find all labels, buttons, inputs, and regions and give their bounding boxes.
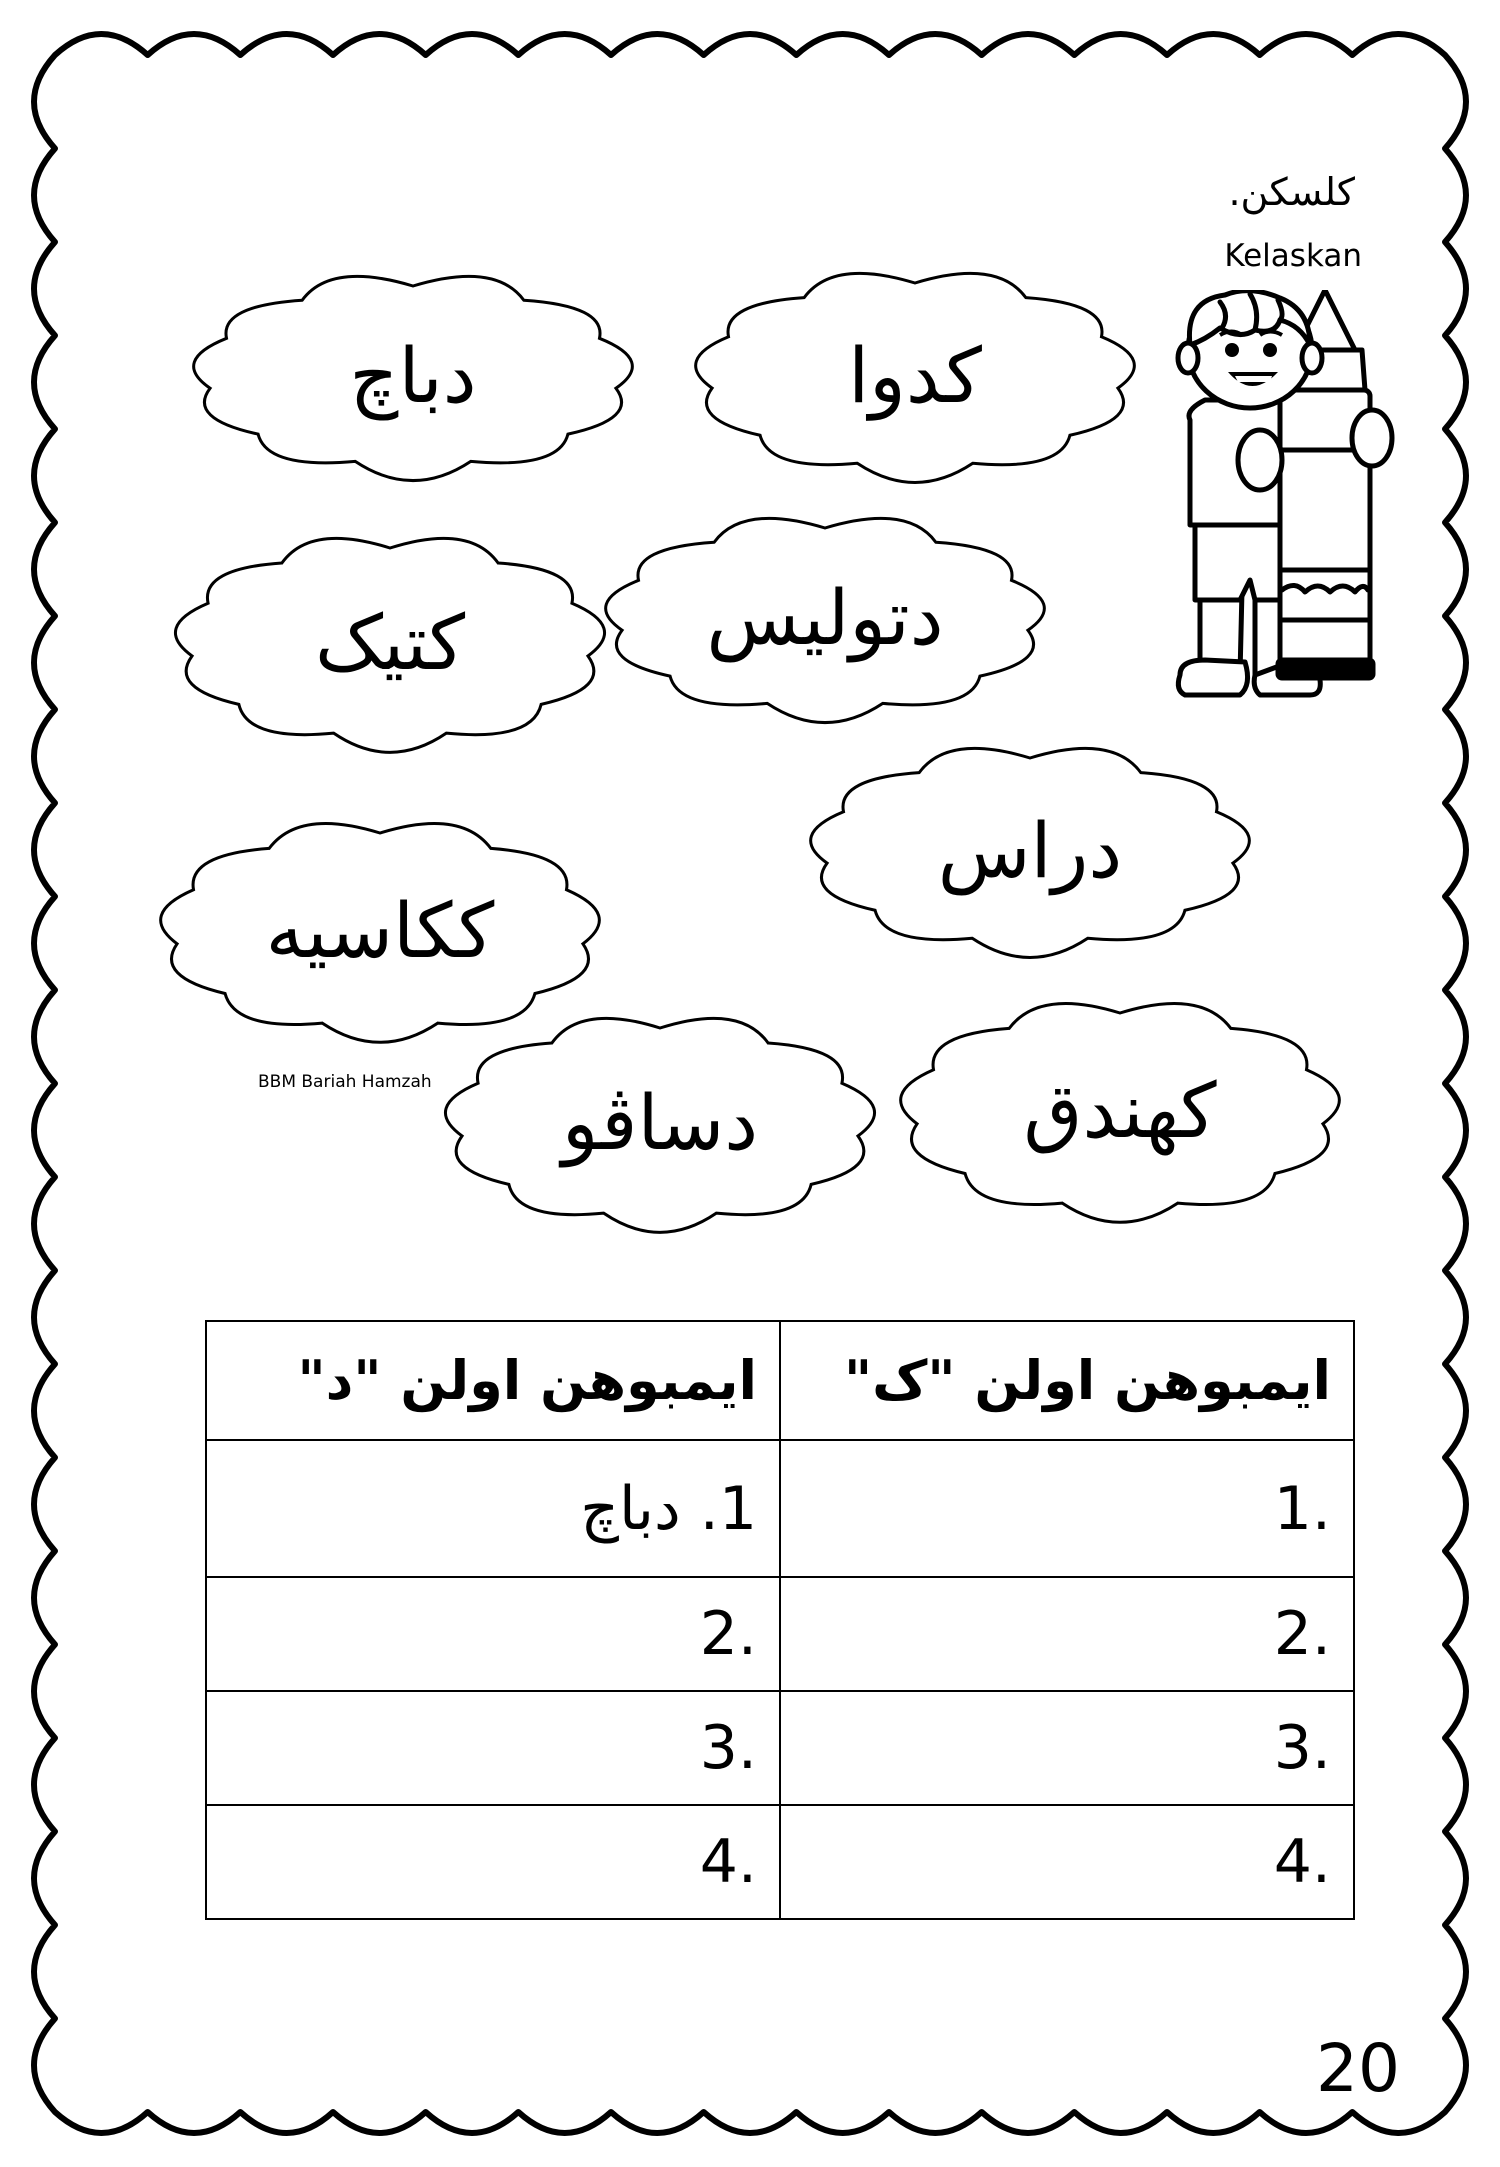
header-dal-column: ايمبوهن اولن "د": [206, 1321, 780, 1440]
credit-text: BBM Bariah Hamzah: [258, 1072, 432, 1092]
cloud-word: كدوا: [848, 330, 982, 420]
table-row: [206, 1691, 1354, 1805]
word-cloud[interactable]: [160, 520, 620, 765]
answer-cell[interactable]: .1: [780, 1440, 1354, 1577]
word-cloud[interactable]: [178, 258, 648, 493]
word-cloud[interactable]: [680, 255, 1150, 495]
word-cloud[interactable]: [590, 500, 1060, 735]
answer-cell[interactable]: .4: [206, 1805, 780, 1919]
table-row: [206, 1805, 1354, 1919]
cloud-word: دتوليس: [706, 573, 944, 662]
word-cloud[interactable]: [885, 985, 1355, 1235]
word-cloud[interactable]: [430, 1000, 890, 1245]
answer-cell[interactable]: .2: [780, 1577, 1354, 1691]
table-row: [206, 1440, 1354, 1577]
classification-table: [205, 1320, 1355, 1920]
cloud-word: دراس: [937, 805, 1123, 895]
table-row: [206, 1577, 1354, 1691]
page-number: 20: [1316, 2030, 1400, 2107]
word-cloud[interactable]: [795, 730, 1265, 970]
answer-cell[interactable]: 1. دباچ: [206, 1440, 780, 1577]
instruction-rumi: Kelaskan: [1224, 238, 1362, 274]
header-kaf-column: ايمبوهن اولن "ک": [780, 1321, 1354, 1440]
answer-cell[interactable]: .2: [206, 1577, 780, 1691]
answer-cell[interactable]: .3: [780, 1691, 1354, 1805]
boy-holding-crayon-illustration: [1160, 290, 1400, 720]
answer-cell[interactable]: .4: [780, 1805, 1354, 1919]
cloud-word: ككاسيه: [265, 885, 495, 975]
instruction-jawi: كلسكن.: [1228, 170, 1355, 214]
cloud-word: كهندق: [1023, 1065, 1217, 1155]
answer-cell[interactable]: .3: [206, 1691, 780, 1805]
cloud-word: دباچ: [349, 331, 477, 420]
table-header-row: [206, 1321, 1354, 1440]
cloud-word: كتيک: [314, 598, 466, 687]
cloud-word: دساڤو: [561, 1078, 759, 1167]
